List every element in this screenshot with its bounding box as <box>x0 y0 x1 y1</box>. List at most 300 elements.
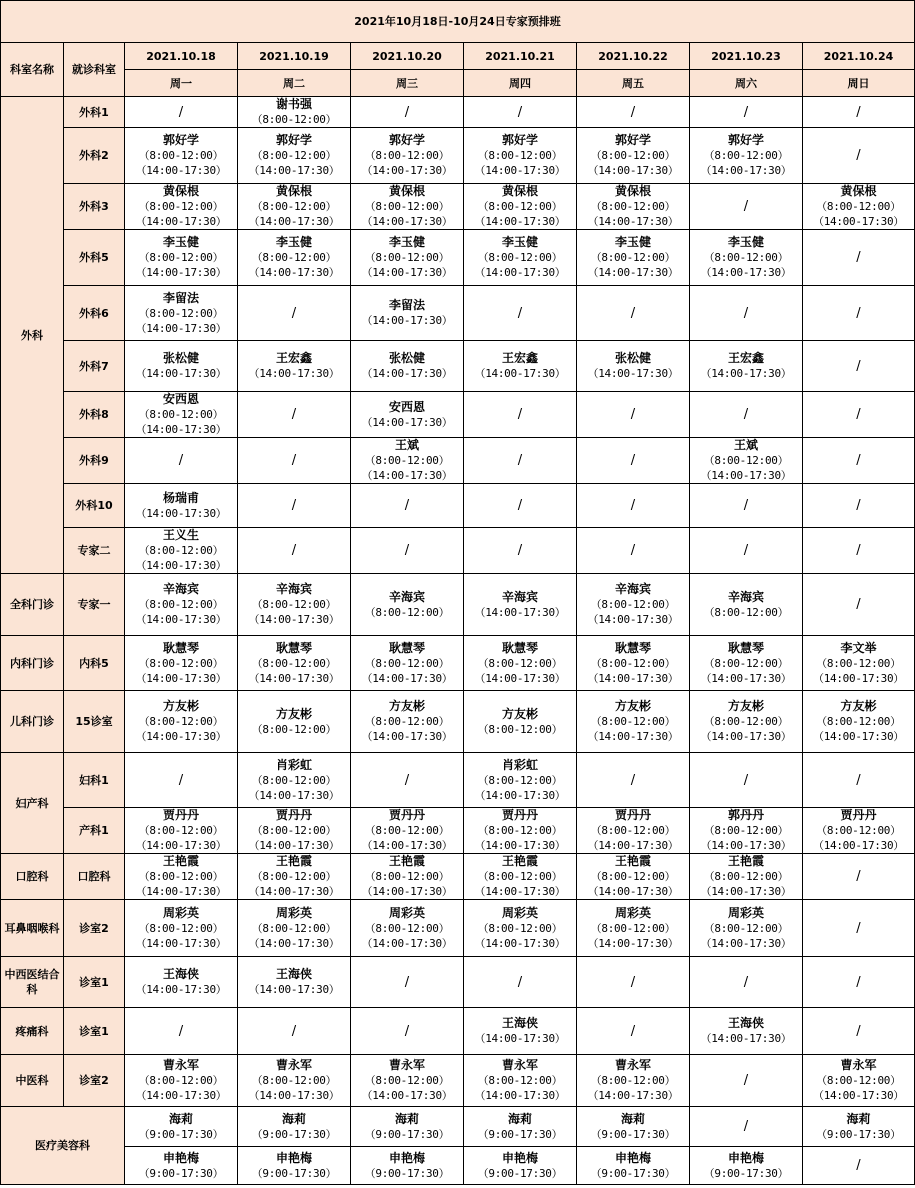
doctor-name: 王艳霞 <box>614 854 651 868</box>
time-slot: （14:00-17:30） <box>135 885 227 898</box>
time-slot: （9:00-17:30） <box>251 1166 337 1180</box>
time-slot: （14:00-17:30） <box>248 671 340 685</box>
schedule-cell <box>238 528 351 574</box>
time-slot: （14:00-17:30） <box>700 469 792 482</box>
schedule-cell <box>125 128 238 184</box>
schedule-cell <box>464 957 577 1008</box>
schedule-cell <box>464 286 577 341</box>
empty-slot-mark: / <box>856 1023 861 1039</box>
doctor-name: 谢书强 <box>275 97 312 111</box>
schedule-cell <box>690 184 803 230</box>
room-name: 外科7 <box>64 341 125 392</box>
doctor-name: 王宏鑫 <box>501 351 538 365</box>
time-slot: （14:00-17:30） <box>700 367 792 380</box>
time-slot: （14:00-17:30） <box>248 885 340 898</box>
table-row <box>1 808 915 854</box>
doctor-name: 王艳霞 <box>388 854 425 868</box>
empty-slot-mark: / <box>291 543 297 558</box>
time-slot: （8:00-12:00） <box>138 715 224 728</box>
time-slot: （14:00-17:30） <box>813 1089 904 1102</box>
empty-slot-mark: / <box>291 453 297 468</box>
doctor-name: 申艳梅 <box>388 1150 425 1165</box>
schedule-cell <box>238 392 351 438</box>
schedule-cell <box>238 438 351 484</box>
schedule-cell <box>238 574 351 636</box>
schedule-cell <box>464 808 577 854</box>
table-row <box>1 900 915 957</box>
doctor-name: 耿慧琴 <box>501 640 538 655</box>
time-slot: （14:00-17:30） <box>587 839 679 852</box>
empty-slot-mark: / <box>178 453 184 468</box>
doctor-name: 海莉 <box>394 1111 419 1126</box>
time-slot: （14:00-17:30） <box>135 613 227 626</box>
empty-slot-mark: / <box>404 974 410 990</box>
time-slot: （14:00-17:30） <box>361 266 453 279</box>
schedule-cell <box>125 808 238 854</box>
schedule-cell <box>690 900 803 957</box>
empty-slot-mark: / <box>743 498 749 513</box>
schedule-cell <box>125 636 238 691</box>
room-name: 外科3 <box>64 184 125 230</box>
date-header: 2021.10.22 <box>577 43 690 70</box>
schedule-cell <box>238 691 351 753</box>
doctor-name: 李玉健 <box>275 235 312 249</box>
schedule-cell <box>238 484 351 528</box>
time-slot: （14:00-17:30） <box>361 839 453 852</box>
time-slot: （8:00-12:00） <box>477 921 563 935</box>
doctor-name: 黄保根 <box>275 184 312 198</box>
schedule-cell <box>238 1055 351 1107</box>
time-slot: （8:00-12:00） <box>364 656 450 670</box>
time-slot: （8:00-12:00） <box>138 1074 224 1087</box>
time-slot: （8:00-12:00） <box>138 921 224 935</box>
dept-name: 内科门诊 <box>1 636 64 691</box>
schedule-cell <box>125 484 238 528</box>
schedule-cell <box>125 1008 238 1055</box>
room-name: 外科5 <box>64 230 125 286</box>
table-row <box>1 230 915 286</box>
empty-slot-mark: / <box>743 974 749 990</box>
time-slot: （14:00-17:30） <box>361 215 453 228</box>
schedule-cell <box>577 1147 690 1185</box>
time-slot: （8:00-12:00） <box>703 824 789 837</box>
time-slot: （8:00-12:00） <box>138 149 224 162</box>
time-slot: （8:00-12:00） <box>703 921 789 935</box>
schedule-cell <box>577 438 690 484</box>
doctor-name: 申艳梅 <box>501 1150 538 1165</box>
table-row <box>1 854 915 900</box>
table-row <box>1 753 915 808</box>
schedule-cell <box>464 900 577 957</box>
schedule-cell <box>690 286 803 341</box>
empty-slot-mark: / <box>630 407 636 422</box>
schedule-cell <box>577 97 690 128</box>
schedule-cell <box>803 574 915 636</box>
time-slot: （8:00-12:00） <box>251 773 337 787</box>
schedule-cell <box>238 230 351 286</box>
time-slot: （8:00-12:00） <box>251 200 337 213</box>
doctor-name: 周彩英 <box>162 905 199 920</box>
schedule-cell <box>690 957 803 1008</box>
time-slot: （14:00-17:30） <box>587 613 679 626</box>
empty-slot-mark: / <box>517 974 523 990</box>
time-slot: （8:00-12:00） <box>477 722 563 736</box>
time-slot: （9:00-17:30） <box>364 1166 450 1180</box>
doctor-name: 王宏鑫 <box>275 351 312 365</box>
schedule-cell <box>351 484 464 528</box>
schedule-cell <box>125 97 238 128</box>
time-slot: （14:00-17:30） <box>248 1089 340 1102</box>
schedule-cell <box>803 636 915 691</box>
time-slot: （8:00-12:00） <box>364 715 450 728</box>
empty-slot-mark: / <box>856 148 861 163</box>
doctor-name: 李玉健 <box>162 235 199 249</box>
time-slot: （14:00-17:30） <box>135 423 227 436</box>
schedule-cell <box>238 1008 351 1055</box>
time-slot: （14:00-17:30） <box>813 215 904 228</box>
table-row <box>1 438 915 484</box>
schedule-cell <box>803 392 915 438</box>
time-slot: （8:00-12:00） <box>251 824 337 837</box>
doctor-name: 安西恩 <box>388 399 425 414</box>
time-slot: （14:00-17:30） <box>474 936 566 950</box>
schedule-cell <box>803 1147 915 1185</box>
time-slot: （14:00-17:30） <box>700 671 792 685</box>
time-slot: （8:00-12:00） <box>703 656 789 670</box>
table-row <box>1 1055 915 1107</box>
dept-header: 科室名称 <box>1 43 64 97</box>
time-slot: （9:00-17:30） <box>816 1127 901 1141</box>
doctor-name: 海莉 <box>620 1111 645 1126</box>
schedule-cell <box>125 854 238 900</box>
date-header: 2021.10.18 <box>125 43 238 70</box>
table-row <box>1 957 915 1008</box>
schedule-cell <box>238 753 351 808</box>
doctor-name: 贾丹丹 <box>501 808 538 822</box>
schedule-cell <box>690 753 803 808</box>
schedule-cell <box>577 957 690 1008</box>
schedule-cell <box>803 957 915 1008</box>
room-name: 外科1 <box>64 97 125 128</box>
room-name: 外科9 <box>64 438 125 484</box>
doctor-name: 李玉健 <box>388 235 425 249</box>
time-slot: （14:00-17:30） <box>135 936 227 950</box>
time-slot: （8:00-12:00） <box>590 870 676 883</box>
schedule-cell <box>577 636 690 691</box>
schedule-cell <box>125 230 238 286</box>
doctor-name: 曹永军 <box>162 1058 199 1072</box>
time-slot: （8:00-12:00） <box>590 656 676 670</box>
doctor-name: 辛海宾 <box>275 582 312 596</box>
time-slot: （14:00-17:30） <box>361 936 453 950</box>
time-slot: （14:00-17:30） <box>248 788 340 802</box>
schedule-cell <box>577 484 690 528</box>
doctor-name: 王义生 <box>162 528 199 542</box>
time-slot: （14:00-17:30） <box>813 730 904 743</box>
doctor-name: 黄保根 <box>162 184 199 198</box>
time-slot: （14:00-17:30） <box>474 367 566 380</box>
empty-slot-mark: / <box>743 772 749 788</box>
doctor-name: 耿慧琴 <box>275 640 312 655</box>
schedule-cell <box>351 1107 464 1147</box>
schedule-cell <box>351 128 464 184</box>
time-slot: （8:00-12:00） <box>816 656 901 670</box>
time-slot: （8:00-12:00） <box>477 1074 563 1087</box>
schedule-cell <box>464 636 577 691</box>
doctor-name: 郭好学 <box>275 133 312 147</box>
date-header: 2021.10.20 <box>351 43 464 70</box>
time-slot: （14:00-17:30） <box>474 215 566 228</box>
schedule-cell <box>125 1107 238 1147</box>
time-slot: （9:00-17:30） <box>364 1127 450 1141</box>
schedule-cell <box>238 808 351 854</box>
time-slot: （14:00-17:30） <box>474 885 566 898</box>
date-header: 2021.10.24 <box>803 43 915 70</box>
time-slot: （8:00-12:00） <box>364 870 450 883</box>
time-slot: （14:00-17:30） <box>361 469 453 482</box>
empty-slot-mark: / <box>291 305 297 321</box>
schedule-cell <box>577 1107 690 1147</box>
empty-slot-mark: / <box>630 453 636 468</box>
time-slot: （14:00-17:30） <box>135 559 227 572</box>
time-slot: （8:00-12:00） <box>703 454 789 467</box>
empty-slot-mark: / <box>178 772 184 788</box>
schedule-cell <box>577 1055 690 1107</box>
time-slot: （8:00-12:00） <box>703 715 789 728</box>
time-slot: （9:00-17:30） <box>477 1166 563 1180</box>
doctor-name: 张松健 <box>614 351 651 365</box>
doctor-name: 曹永军 <box>501 1058 538 1072</box>
time-slot: （8:00-12:00） <box>138 656 224 670</box>
time-slot: （14:00-17:30） <box>474 839 566 852</box>
schedule-cell <box>464 438 577 484</box>
time-slot: （14:00-17:30） <box>700 1032 792 1045</box>
schedule-cell <box>803 128 915 184</box>
schedule-cell <box>464 854 577 900</box>
time-slot: （8:00-12:00） <box>816 824 901 837</box>
time-slot: （14:00-17:30） <box>700 839 792 852</box>
schedule-cell <box>351 808 464 854</box>
time-slot: （14:00-17:30） <box>248 936 340 950</box>
schedule-cell <box>577 341 690 392</box>
weekday-header: 周一 <box>125 70 238 97</box>
schedule-cell <box>803 808 915 854</box>
doctor-name: 耿慧琴 <box>388 640 425 655</box>
schedule-cell <box>690 636 803 691</box>
table-row <box>1 528 915 574</box>
schedule-cell <box>238 1107 351 1147</box>
schedule-cell <box>351 184 464 230</box>
schedule-cell <box>690 528 803 574</box>
doctor-name: 贾丹丹 <box>275 808 312 822</box>
table-row <box>1 392 915 438</box>
empty-slot-mark: / <box>630 543 636 558</box>
time-slot: （8:00-12:00） <box>251 722 337 736</box>
schedule-cell <box>125 438 238 484</box>
empty-slot-mark: / <box>404 543 410 558</box>
schedule-cell <box>125 900 238 957</box>
schedule-cell <box>238 900 351 957</box>
empty-slot-mark: / <box>856 453 861 468</box>
schedule-cell <box>464 1107 577 1147</box>
time-slot: （8:00-12:00） <box>138 200 224 213</box>
doctor-name: 郭好学 <box>501 133 538 147</box>
table-row <box>1 1107 915 1147</box>
schedule-cell <box>690 230 803 286</box>
doctor-name: 周彩英 <box>727 905 764 920</box>
time-slot: （8:00-12:00） <box>477 200 563 213</box>
time-slot: （8:00-12:00） <box>703 149 789 162</box>
empty-slot-mark: / <box>517 407 523 422</box>
schedule-cell <box>803 230 915 286</box>
doctor-name: 李玉健 <box>614 235 651 249</box>
time-slot: （14:00-17:30） <box>135 506 227 520</box>
time-slot: （9:00-17:30） <box>590 1166 676 1180</box>
schedule-cell <box>577 691 690 753</box>
time-slot: （14:00-17:30） <box>248 839 340 852</box>
dept-name: 全科门诊 <box>1 574 64 636</box>
room-name: 诊室2 <box>64 1055 125 1107</box>
time-slot: （8:00-12:00） <box>590 251 676 264</box>
doctor-name: 方友彬 <box>840 699 877 713</box>
doctor-name: 方友彬 <box>501 706 538 721</box>
time-slot: （14:00-17:30） <box>361 671 453 685</box>
doctor-name: 郭好学 <box>614 133 651 147</box>
room-name: 产科1 <box>64 808 125 854</box>
empty-slot-mark: / <box>856 358 861 374</box>
doctor-name: 海莉 <box>507 1111 532 1126</box>
time-slot: （14:00-17:30） <box>361 367 453 380</box>
dept-name: 中医科 <box>1 1055 64 1107</box>
time-slot: （14:00-17:30） <box>700 164 792 177</box>
time-slot: （14:00-17:30） <box>813 839 904 852</box>
time-slot: （8:00-12:00） <box>364 200 450 213</box>
date-header: 2021.10.19 <box>238 43 351 70</box>
schedule-cell <box>464 574 577 636</box>
table-row <box>1 691 915 753</box>
schedule-cell <box>238 184 351 230</box>
time-slot: （8:00-12:00） <box>590 824 676 837</box>
empty-slot-mark: / <box>856 498 861 513</box>
schedule-cell <box>238 1147 351 1185</box>
schedule-cell <box>690 854 803 900</box>
empty-slot-mark: / <box>856 869 861 884</box>
time-slot: （14:00-17:30） <box>474 605 566 619</box>
room-name: 诊室1 <box>64 957 125 1008</box>
schedule-cell <box>577 900 690 957</box>
time-slot: （14:00-17:30） <box>700 266 792 279</box>
empty-slot-mark: / <box>856 597 861 612</box>
time-slot: （8:00-12:00） <box>703 251 789 264</box>
empty-slot-mark: / <box>404 104 410 120</box>
time-slot: （8:00-12:00） <box>477 870 563 883</box>
schedule-cell <box>803 341 915 392</box>
doctor-name: 申艳梅 <box>727 1150 764 1165</box>
time-slot: （14:00-17:30） <box>361 164 453 177</box>
empty-slot-mark: / <box>856 407 861 422</box>
time-slot: （14:00-17:30） <box>587 164 679 177</box>
doctor-name: 方友彬 <box>388 699 425 713</box>
schedule-cell <box>803 484 915 528</box>
time-slot: （14:00-17:30） <box>361 415 453 429</box>
schedule-cell <box>464 528 577 574</box>
doctor-name: 周彩英 <box>501 905 538 920</box>
time-slot: （8:00-12:00） <box>251 656 337 670</box>
time-slot: （9:00-17:30） <box>251 1127 337 1141</box>
time-slot: （8:00-12:00） <box>364 1074 450 1087</box>
empty-slot-mark: / <box>856 543 861 558</box>
time-slot: （8:00-12:00） <box>477 251 563 264</box>
time-slot: （8:00-12:00） <box>477 149 563 162</box>
doctor-name: 曹永军 <box>275 1058 312 1072</box>
room-header: 就诊科室 <box>64 43 125 97</box>
table-row <box>1 97 915 128</box>
schedule-cell <box>351 900 464 957</box>
room-name: 诊室1 <box>64 1008 125 1055</box>
schedule-cell <box>577 528 690 574</box>
room-name: 妇科1 <box>64 753 125 808</box>
room-name: 外科6 <box>64 286 125 341</box>
doctor-name: 贾丹丹 <box>614 808 651 822</box>
time-slot: （8:00-12:00） <box>703 870 789 883</box>
schedule-cell <box>690 128 803 184</box>
weekday-header: 周三 <box>351 70 464 97</box>
time-slot: （14:00-17:30） <box>361 1089 453 1102</box>
schedule-cell <box>464 1147 577 1185</box>
time-slot: （8:00-12:00） <box>477 824 563 837</box>
schedule-cell <box>351 636 464 691</box>
time-slot: （14:00-17:30） <box>135 321 227 335</box>
time-slot: （8:00-12:00） <box>816 715 901 728</box>
empty-slot-mark: / <box>178 1023 184 1039</box>
doctor-name: 李留法 <box>162 290 199 305</box>
schedule-cell <box>351 528 464 574</box>
doctor-name: 王斌 <box>394 438 419 452</box>
doctor-name: 黄保根 <box>614 184 651 198</box>
schedule-cell <box>690 392 803 438</box>
empty-slot-mark: / <box>517 543 523 558</box>
time-slot: （8:00-12:00） <box>590 1074 676 1087</box>
schedule-cell <box>690 484 803 528</box>
time-slot: （14:00-17:30） <box>587 936 679 950</box>
schedule-cell <box>577 854 690 900</box>
schedule-cell <box>464 691 577 753</box>
doctor-name: 郭好学 <box>727 133 764 147</box>
time-slot: （8:00-12:00） <box>364 824 450 837</box>
doctor-name: 郭丹丹 <box>727 808 764 822</box>
time-slot: （8:00-12:00） <box>477 773 563 787</box>
doctor-name: 海莉 <box>281 1111 306 1126</box>
schedule-cell <box>577 230 690 286</box>
doctor-name: 李留法 <box>388 298 425 312</box>
time-slot: （8:00-12:00） <box>138 251 224 264</box>
table-row <box>1 128 915 184</box>
schedule-cell <box>690 341 803 392</box>
time-slot: （8:00-12:00） <box>590 598 676 611</box>
doctor-name: 肖彩虹 <box>501 757 538 772</box>
doctor-name: 李玉健 <box>727 235 764 249</box>
schedule-cell <box>690 808 803 854</box>
schedule-cell <box>803 691 915 753</box>
weekday-header: 周五 <box>577 70 690 97</box>
schedule-cell <box>577 392 690 438</box>
schedule-cell <box>690 1055 803 1107</box>
schedule-cell <box>351 574 464 636</box>
time-slot: （8:00-12:00） <box>138 598 224 611</box>
time-slot: （8:00-12:00） <box>138 306 224 320</box>
schedule-cell <box>125 753 238 808</box>
schedule-cell <box>351 341 464 392</box>
